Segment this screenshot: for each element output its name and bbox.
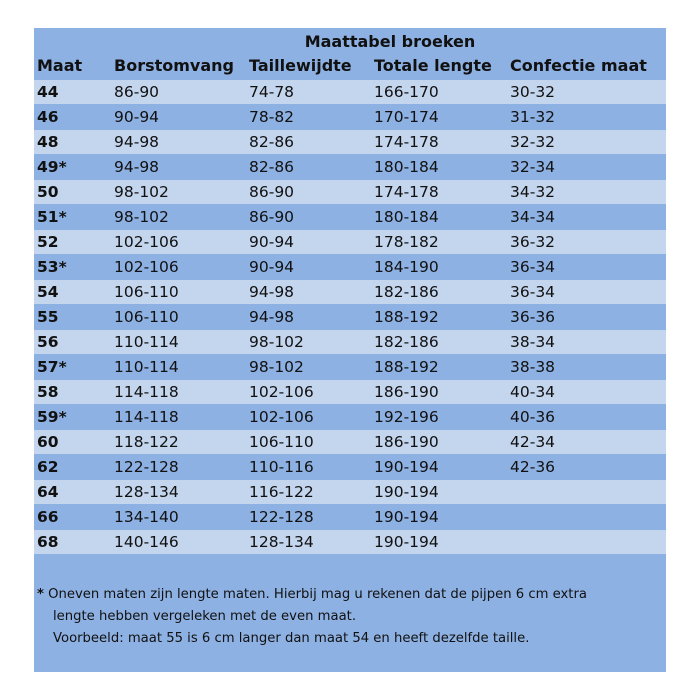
cell-taillewijdte: 94-98: [249, 308, 295, 326]
cell-totale-lengte: 182-186: [374, 283, 439, 301]
cell-totale-lengte: 166-170: [374, 83, 439, 101]
cell-totale-lengte: 180-184: [374, 158, 439, 176]
cell-confectie-maat: 36-34: [510, 283, 556, 301]
table-row: [34, 430, 666, 454]
cell-totale-lengte: 188-192: [374, 308, 439, 326]
cell-confectie-maat: 32-34: [510, 158, 556, 176]
cell-taillewijdte: 116-122: [249, 483, 314, 501]
cell-maat: 56: [37, 333, 59, 351]
cell-maat: 62: [37, 458, 59, 476]
cell-taillewijdte: 90-94: [249, 258, 295, 276]
cell-maat: 54: [37, 283, 59, 301]
cell-taillewijdte: 90-94: [249, 233, 295, 251]
cell-totale-lengte: 178-182: [374, 233, 439, 251]
cell-totale-lengte: 184-190: [374, 258, 439, 276]
cell-maat: 44: [37, 83, 59, 101]
cell-confectie-maat: 42-34: [510, 433, 556, 451]
cell-maat: 48: [37, 133, 59, 151]
table-row: [34, 505, 666, 529]
cell-borstomvang: 98-102: [114, 208, 169, 226]
cell-confectie-maat: 36-36: [510, 308, 556, 326]
cell-taillewijdte: 98-102: [249, 358, 304, 376]
cell-taillewijdte: 98-102: [249, 333, 304, 351]
cell-taillewijdte: 128-134: [249, 533, 314, 551]
footnote: [37, 584, 587, 650]
cell-totale-lengte: 186-190: [374, 433, 439, 451]
cell-borstomvang: 86-90: [114, 83, 160, 101]
cell-taillewijdte: 110-116: [249, 458, 314, 476]
cell-maat: 50: [37, 183, 59, 201]
cell-confectie-maat: 30-32: [510, 83, 556, 101]
footnote-star: *: [37, 587, 44, 602]
cell-maat: 60: [37, 433, 59, 451]
cell-taillewijdte: 122-128: [249, 508, 314, 526]
table-row: [34, 255, 666, 279]
cell-maat: 68: [37, 533, 59, 551]
cell-maat: 58: [37, 383, 59, 401]
table-row: [34, 330, 666, 354]
cell-confectie-maat: 38-38: [510, 358, 556, 376]
cell-totale-lengte: 180-184: [374, 208, 439, 226]
cell-confectie-maat: 34-34: [510, 208, 556, 226]
cell-taillewijdte: 106-110: [249, 433, 314, 451]
cell-taillewijdte: 86-90: [249, 208, 295, 226]
size-chart: [34, 28, 666, 672]
table-row: [34, 380, 666, 404]
cell-totale-lengte: 190-194: [374, 483, 439, 501]
cell-borstomvang: 110-114: [114, 333, 179, 351]
header-confectie-maat: Confectie maat: [510, 56, 647, 75]
cell-totale-lengte: 190-194: [374, 508, 439, 526]
cell-totale-lengte: 174-178: [374, 183, 439, 201]
cell-borstomvang: 106-110: [114, 308, 179, 326]
cell-borstomvang: 90-94: [114, 108, 160, 126]
cell-maat: 66: [37, 508, 59, 526]
cell-confectie-maat: 36-32: [510, 233, 556, 251]
cell-taillewijdte: 78-82: [249, 108, 295, 126]
cell-taillewijdte: 102-106: [249, 408, 314, 426]
table-row: [34, 105, 666, 129]
header-maat: Maat: [37, 56, 83, 75]
table-row: [34, 230, 666, 254]
cell-totale-lengte: 190-194: [374, 458, 439, 476]
cell-totale-lengte: 188-192: [374, 358, 439, 376]
table-row: [34, 530, 666, 554]
table-row: [34, 305, 666, 329]
cell-borstomvang: 114-118: [114, 383, 179, 401]
cell-borstomvang: 102-106: [114, 233, 179, 251]
cell-totale-lengte: 170-174: [374, 108, 439, 126]
table-row: [34, 355, 666, 379]
cell-maat: 59*: [37, 408, 67, 426]
table-row: [34, 280, 666, 304]
cell-borstomvang: 106-110: [114, 283, 179, 301]
size-table-body: [34, 80, 666, 555]
cell-totale-lengte: 174-178: [374, 133, 439, 151]
cell-borstomvang: 128-134: [114, 483, 179, 501]
header-borstomvang: Borstomvang: [114, 56, 234, 75]
cell-confectie-maat: 40-34: [510, 383, 556, 401]
cell-maat: 55: [37, 308, 59, 326]
cell-totale-lengte: 190-194: [374, 533, 439, 551]
table-row: [34, 205, 666, 229]
cell-maat: 51*: [37, 208, 67, 226]
cell-maat: 52: [37, 233, 59, 251]
table-row: [34, 455, 666, 479]
header-taillewijdte: Taillewijdte: [249, 56, 352, 75]
cell-totale-lengte: 182-186: [374, 333, 439, 351]
cell-confectie-maat: 32-32: [510, 133, 556, 151]
table-row: [34, 405, 666, 429]
cell-confectie-maat: 31-32: [510, 108, 556, 126]
chart-title: Maattabel broeken: [304, 32, 476, 51]
cell-borstomvang: 102-106: [114, 258, 179, 276]
cell-totale-lengte: 192-196: [374, 408, 439, 426]
cell-borstomvang: 134-140: [114, 508, 179, 526]
table-row: [34, 480, 666, 504]
cell-maat: 49*: [37, 158, 67, 176]
cell-borstomvang: 122-128: [114, 458, 179, 476]
footnote-line-1: Oneven maten zijn lengte maten. Hierbij mag u rekenen dat de pijpen 6 cm extra: [48, 587, 587, 602]
cell-taillewijdte: 82-86: [249, 133, 295, 151]
cell-taillewijdte: 94-98: [249, 283, 295, 301]
table-row: [34, 80, 666, 104]
cell-confectie-maat: 42-36: [510, 458, 556, 476]
table-row: [34, 155, 666, 179]
cell-borstomvang: 94-98: [114, 133, 160, 151]
cell-confectie-maat: 38-34: [510, 333, 556, 351]
cell-confectie-maat: 40-36: [510, 408, 556, 426]
header-totale-lengte: Totale lengte: [374, 56, 492, 75]
cell-taillewijdte: 86-90: [249, 183, 295, 201]
footnote-line-3: Voorbeeld: maat 55 is 6 cm langer dan maat 54 en heeft dezelfde taille.: [53, 631, 530, 646]
cell-confectie-maat: 36-34: [510, 258, 556, 276]
cell-taillewijdte: 102-106: [249, 383, 314, 401]
cell-borstomvang: 110-114: [114, 358, 179, 376]
table-row: [34, 180, 666, 204]
cell-confectie-maat: 34-32: [510, 183, 556, 201]
cell-maat: 57*: [37, 358, 67, 376]
cell-maat: 53*: [37, 258, 67, 276]
table-row: [34, 130, 666, 154]
cell-borstomvang: 140-146: [114, 533, 179, 551]
cell-borstomvang: 94-98: [114, 158, 160, 176]
footnote-line-2: lengte hebben vergeleken met de even maat.: [53, 609, 357, 624]
cell-totale-lengte: 186-190: [374, 383, 439, 401]
cell-borstomvang: 98-102: [114, 183, 169, 201]
cell-borstomvang: 114-118: [114, 408, 179, 426]
cell-maat: 46: [37, 108, 59, 126]
cell-borstomvang: 118-122: [114, 433, 179, 451]
cell-taillewijdte: 74-78: [249, 83, 295, 101]
cell-taillewijdte: 82-86: [249, 158, 295, 176]
cell-maat: 64: [37, 483, 59, 501]
